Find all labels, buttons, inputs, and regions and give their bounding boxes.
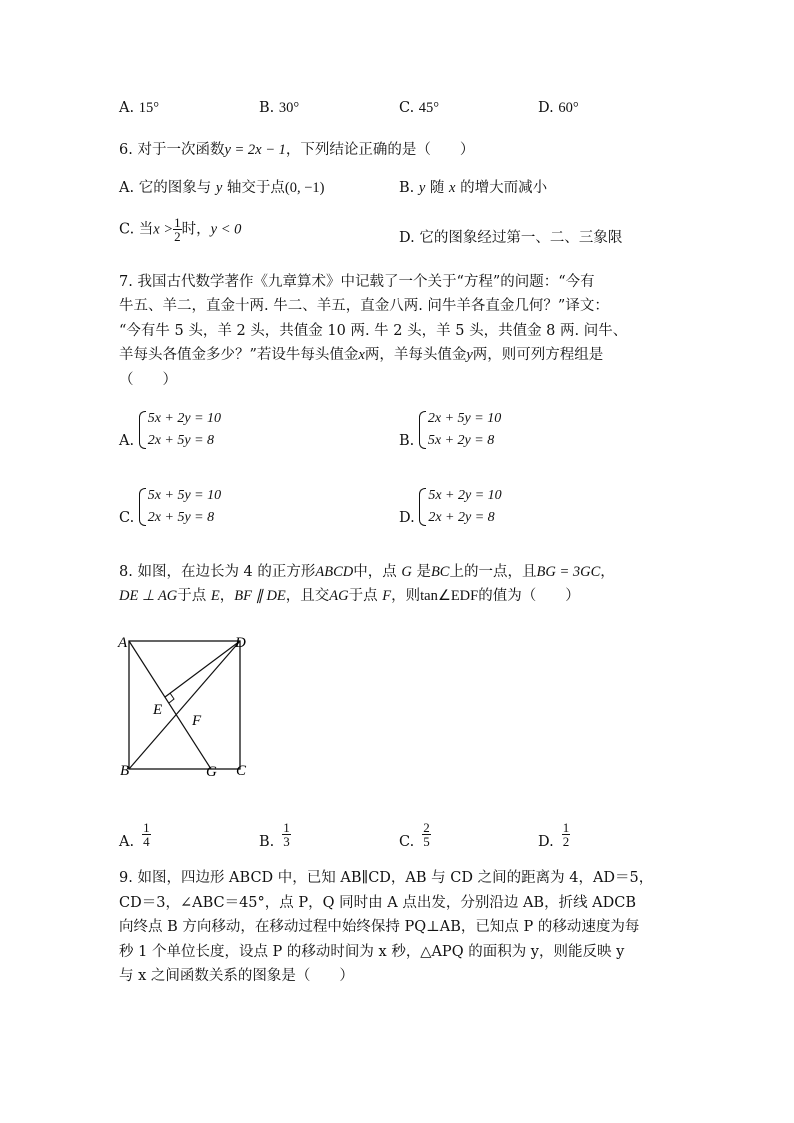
q6-option-a[interactable]: A. 它的图象与 y 轴交于点(0, −1) bbox=[119, 180, 325, 196]
equation-system: 5x + 5y = 10 2x + 5y = 8 bbox=[139, 485, 221, 529]
label-c: C bbox=[236, 763, 247, 779]
q5-option-b[interactable]: B. 30° bbox=[259, 100, 300, 116]
equation-system: 5x + 2y = 10 2x + 5y = 8 bbox=[139, 408, 221, 452]
equation-system: 2x + 5y = 10 5x + 2y = 8 bbox=[419, 408, 501, 452]
q5-option-c[interactable]: C. 45° bbox=[399, 100, 440, 116]
q7-stem: 7. 我国古代数学著作《九章算术》中记载了一个关于“方程”的问题：“今有 牛五、羊二，直金十两. 牛二、羊五，直金八两. 问牛羊各直金几何？”译文： “今有牛 5 头，羊 2 头，共值金 10 两. 牛 2 头，羊 5 头，共值金 8 两. 问牛、 羊每头各值金多少？”若设牛每头值金x两，羊每头值金y两，则可列方程组是 （ ） bbox=[119, 274, 628, 388]
q8-option-c[interactable]: C. $\frac{2}{5}$ bbox=[399, 819, 430, 850]
equation-system: 5x + 2y = 10 2x + 2y = 8 bbox=[419, 485, 501, 529]
q6-option-b[interactable]: B. y 随 x 的增大而减小 bbox=[399, 180, 548, 196]
q7-option-b[interactable]: B. 2x + 5y = 10 5x + 2y = 8 bbox=[399, 408, 501, 452]
q8-option-a[interactable]: A. $\frac{1}{4}$ bbox=[119, 819, 150, 850]
q5-option-d[interactable]: D. 60° bbox=[538, 100, 579, 116]
q7-option-d[interactable]: D. 5x + 2y = 10 2x + 2y = 8 bbox=[399, 485, 502, 529]
q9-stem: 9. 如图，四边形 ABCD 中，已知 AB∥CD，AB 与 CD 之间的距离为 4，AD＝5， CD＝3，∠ABC＝45°，点 P，Q 同时由 A 点出发，分别沿边 AB，折线 ADCB 向终点 B 方向移动，在移动过程中始终保持 PQ⊥AB，已知点 P 的移动速度为每 秒 1 个单位长度，设点 P 的移动时间为 x 秒，△APQ 的面积为 y，则能反映 y 与 x 之间函数关系的图象是（ ） bbox=[119, 870, 654, 985]
q7-option-c[interactable]: C. 5x + 5y = 10 2x + 5y = 8 bbox=[119, 485, 221, 529]
label-f: F bbox=[192, 713, 202, 729]
segment-de bbox=[165, 641, 240, 697]
segment-bf bbox=[129, 641, 240, 769]
right-angle-mark bbox=[169, 693, 174, 703]
fraction: $\frac{1}{4}$ bbox=[143, 819, 150, 849]
q5-option-a[interactable]: A. 15° bbox=[119, 100, 160, 116]
q8-stem-line1: 8. 如图，在边长为 4 的正方形ABCD中，点 G 是BC上的一点，且BG = 3GC， bbox=[119, 564, 615, 580]
label-e: E bbox=[153, 702, 163, 718]
fraction: $\frac{2}{5}$ bbox=[423, 819, 430, 849]
q8-option-b[interactable]: B. $\frac{1}{3}$ bbox=[259, 819, 290, 850]
q8-option-d[interactable]: D. $\frac{1}{2}$ bbox=[538, 819, 570, 850]
q7-option-a[interactable]: A. 5x + 2y = 10 2x + 5y = 8 bbox=[119, 408, 221, 452]
q6-option-d[interactable]: D. 它的图象经过第一、二、三象限 bbox=[399, 230, 623, 246]
q8-square-figure bbox=[112, 628, 262, 784]
label-b: B bbox=[120, 763, 130, 779]
fraction: $\frac{1}{2}$ bbox=[562, 819, 570, 849]
fraction: $\frac{1}{3}$ bbox=[283, 819, 290, 849]
segment-ag bbox=[129, 641, 211, 769]
q8-stem-line2: DE ⊥ AG于点 E，BF ∥ DE，且交AG于点 F，则tan∠EDF的值为（ ） bbox=[119, 588, 580, 604]
fraction-half: $\frac{1}{2}$ bbox=[174, 215, 181, 244]
label-a: A bbox=[118, 635, 128, 651]
q6-stem: 6. 对于一次函数y = 2x − 1，下列结论正确的是（ ） bbox=[119, 142, 475, 158]
label-d: D bbox=[235, 635, 246, 651]
q6-option-c[interactable]: C. 当x > $\frac{1}{2}$ 时，y < 0 bbox=[119, 215, 242, 244]
label-g: G bbox=[206, 764, 217, 780]
